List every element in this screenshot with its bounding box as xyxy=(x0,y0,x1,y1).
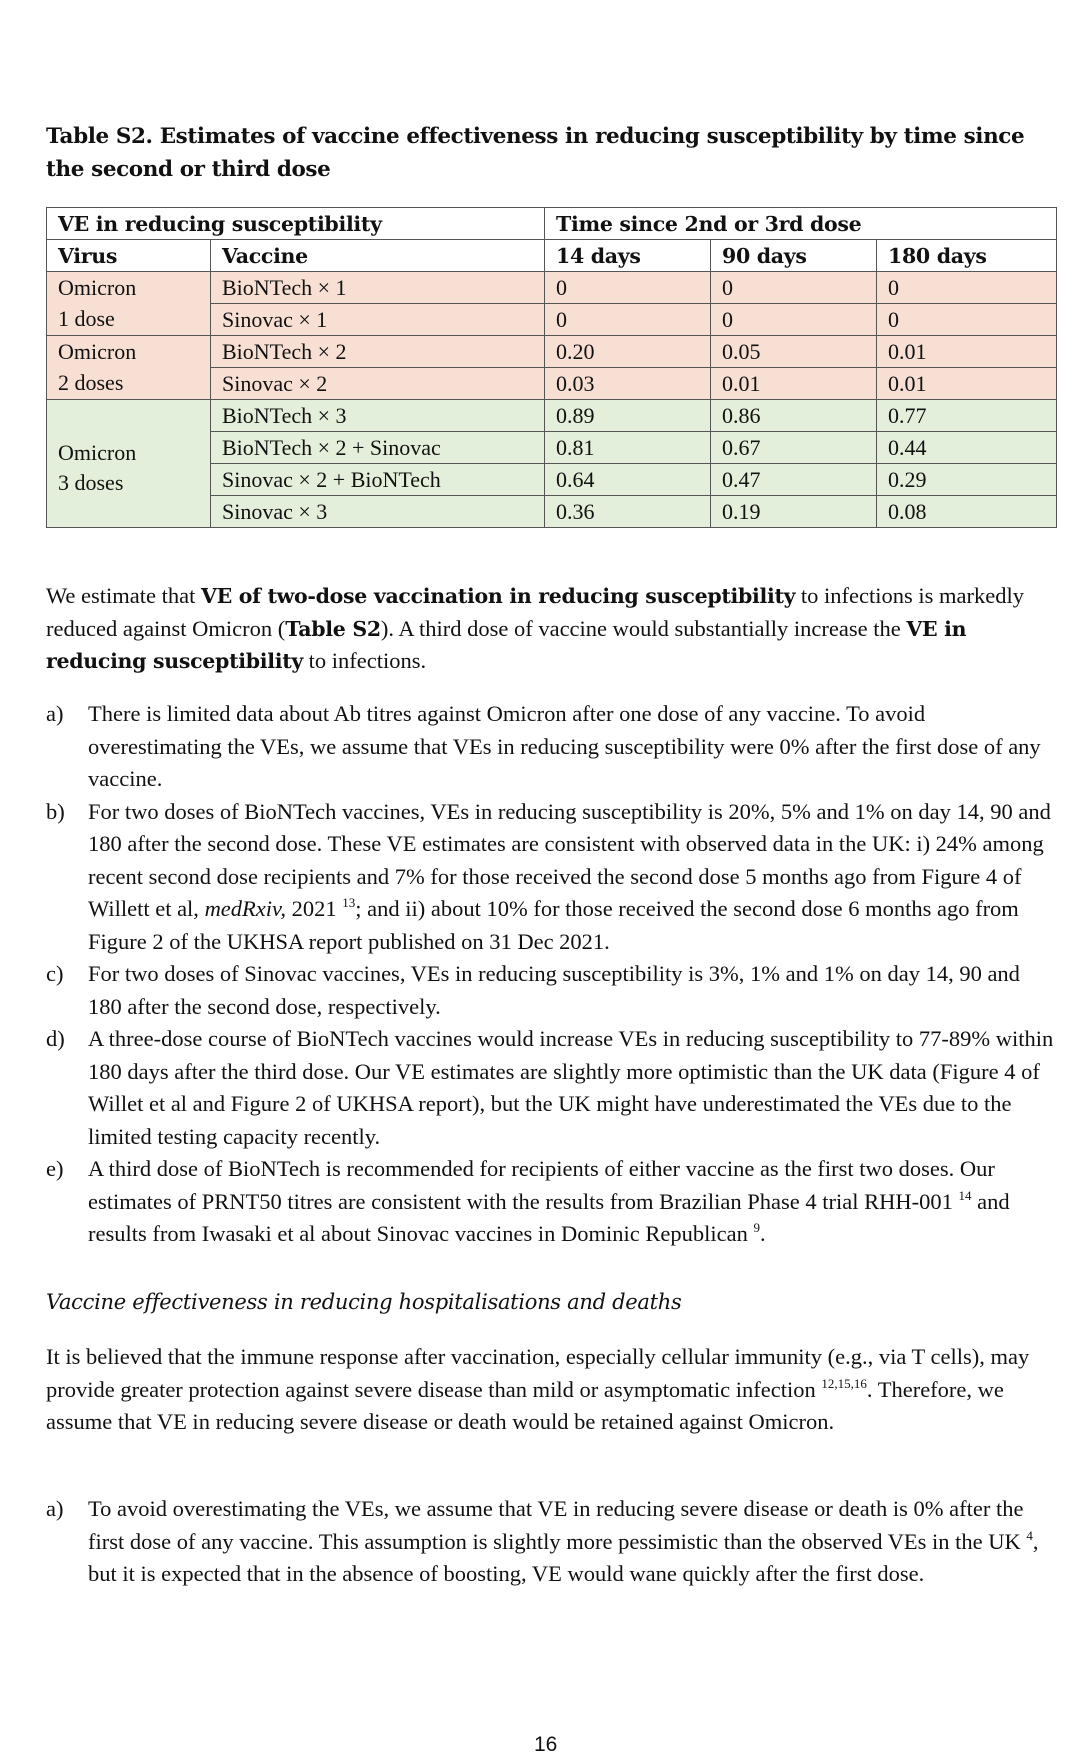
value-cell: 0.01 xyxy=(711,368,877,400)
table-row xyxy=(47,272,1057,304)
value-cell: 0 xyxy=(877,272,1057,304)
list-item xyxy=(46,1493,1056,1591)
list-marker: a) xyxy=(46,1496,64,1521)
value-cell: 0.86 xyxy=(711,400,877,432)
hospitalisation-notes-list xyxy=(46,1493,1056,1591)
list-item xyxy=(46,958,1056,1023)
vaccine-cell: BioNTech × 3 xyxy=(211,400,545,432)
value-cell: 0.64 xyxy=(545,464,711,496)
value-cell: 0 xyxy=(877,304,1057,336)
list-marker: e) xyxy=(46,1156,64,1181)
vaccine-cell: BioNTech × 1 xyxy=(211,272,545,304)
list-text: . xyxy=(759,1221,766,1246)
citation: 4 xyxy=(1026,1527,1033,1543)
table-row xyxy=(47,400,1057,432)
list-text: ; and ii) about 10% for those received the second dose 6 months ago from Figure 2 of the UKHSA report published on 31 Dec 2021. xyxy=(88,896,1019,954)
page-number: 16 xyxy=(534,1733,558,1756)
list-marker: a) xyxy=(46,701,64,726)
text: to infections is markedly reduced against Omicron ( xyxy=(46,583,1024,641)
virus-line-2: 3 doses xyxy=(58,469,124,495)
citation: 12,15,16 xyxy=(821,1375,867,1391)
text: . Therefore, we assume that VE in reducing severe disease or death would be retained against Omicron. xyxy=(46,1376,1004,1434)
list-text: To avoid overestimating the VEs, we assume that VE in reducing severe disease or death is 0% after the first dose of any vaccine. This assumption is slightly more pessimistic than the observed VEs in the UK xyxy=(88,1496,1027,1554)
vaccine-cell: Sinovac × 2 xyxy=(211,368,545,400)
list-item xyxy=(46,796,1056,959)
text: to infections. xyxy=(303,648,427,673)
list-item xyxy=(46,698,1056,796)
paragraph-hospitalisations xyxy=(46,1341,1050,1439)
susceptibility-notes-list xyxy=(46,698,1056,1251)
vaccine-cell: BioNTech × 2 xyxy=(211,336,545,368)
list-marker: d) xyxy=(46,1026,65,1051)
value-cell: 0 xyxy=(545,304,711,336)
table-row xyxy=(47,336,1057,368)
value-cell: 0.89 xyxy=(545,400,711,432)
list-text: A third dose of BioNTech is recommended for recipients of either vaccine as the first two doses. Our estimates of PRNT50 titres are consistent with the results from Brazilian Phase 4 trial RHH-001 xyxy=(88,1156,995,1214)
col-header-virus: Virus xyxy=(47,240,211,272)
vaccine-cell: Sinovac × 1 xyxy=(211,304,545,336)
table-caption: Table S2. Estimates of vaccine effectiveness in reducing susceptibility by time since the second or third dose xyxy=(46,124,1025,182)
header-time-since-dose: Time since 2nd or 3rd dose xyxy=(545,208,1057,240)
vaccine-cell: Sinovac × 3 xyxy=(211,496,545,528)
list-marker: c) xyxy=(46,961,64,986)
list-text: There is limited data about Ab titres against Omicron after one dose of any vaccine. To avoid overestimating the VEs, we assume that VEs in reducing susceptibility were 0% after the first dose of any vaccine. xyxy=(88,701,1041,791)
vaccine-cell: Sinovac × 2 + BioNTech xyxy=(211,464,545,496)
citation: 13 xyxy=(342,895,356,910)
citation: 14 xyxy=(958,1187,972,1203)
col-header-14-days: 14 days xyxy=(545,240,711,272)
list-item xyxy=(46,1153,1056,1251)
list-text: For two doses of Sinovac vaccines, VEs in reducing susceptibility is 3%, 1% and 1% on day 14, 90 and 180 after the second dose, respectively. xyxy=(88,961,1020,1019)
value-cell: 0.03 xyxy=(545,368,711,400)
value-cell: 0 xyxy=(711,272,877,304)
citation: 9 xyxy=(753,1220,760,1235)
bold-text: Table S2 xyxy=(285,616,381,641)
col-header-vaccine: Vaccine xyxy=(211,240,545,272)
virus-cell xyxy=(47,400,211,528)
value-cell: 0.47 xyxy=(711,464,877,496)
bold-text: VE of two-dose vaccination in reducing susceptibility xyxy=(201,584,796,608)
table-row xyxy=(47,304,1057,336)
bold-text: VE in reducing susceptibility xyxy=(46,616,967,673)
text: It is believed that the immune response after vaccination, especially cellular immunity (e.g., via T cells), may provide greater protection against severe disease than mild or asymptomatic infection xyxy=(46,1344,1030,1402)
col-header-90-days: 90 days xyxy=(711,240,877,272)
value-cell: 0.67 xyxy=(711,432,877,464)
list-item xyxy=(46,1023,1056,1153)
text: ). A third dose of vaccine would substantially increase the xyxy=(380,615,907,641)
list-text: A three-dose course of BioNTech vaccines would increase VEs in reducing susceptibility to 77-89% within 180 days after the third dose. Our VE estimates are slightly more optimistic than the UK data (Figure 4 of Willet et al and Figure 2 of UKHSA report), but the UK might have underestimated the VEs due to the limited testing capacity recently. xyxy=(88,1026,1054,1149)
virus-cell: 2 doses xyxy=(47,368,211,400)
value-cell: 0 xyxy=(545,272,711,304)
value-cell: 0.01 xyxy=(877,368,1057,400)
value-cell: 0.19 xyxy=(711,496,877,528)
list-text: For two doses of BioNTech vaccines, VEs in reducing susceptibility is 20%, 5% and 1% on day 14, 90 and 180 after the second dose. These VE estimates are consistent with observed data in the UK: i) 24% among recent second dose recipients and 7% for those received the second dose 5 months ago from Figure 4 of Willett et al, xyxy=(88,798,1051,921)
table-row xyxy=(47,368,1057,400)
value-cell: 0.01 xyxy=(877,336,1057,368)
value-cell: 0.81 xyxy=(545,432,711,464)
paragraph-susceptibility xyxy=(46,580,1050,678)
list-text: 2021 xyxy=(285,896,343,921)
virus-cell: 1 dose xyxy=(47,304,211,336)
value-cell: 0.44 xyxy=(877,432,1057,464)
value-cell: 0.36 xyxy=(545,496,711,528)
virus-cell: Omicron xyxy=(47,336,211,368)
list-text: , but it is expected that in the absence of boosting, VE would wane quickly after the first dose. xyxy=(88,1528,1039,1586)
ve-table xyxy=(46,207,1057,528)
vaccine-cell: BioNTech × 2 + Sinovac xyxy=(211,432,545,464)
value-cell: 0.08 xyxy=(877,496,1057,528)
section-subheading: Vaccine effectiveness in reducing hospitalisations and deaths xyxy=(46,1290,682,1314)
value-cell: 0.05 xyxy=(711,336,877,368)
header-ve-susceptibility: VE in reducing susceptibility xyxy=(47,208,545,240)
col-header-180-days: 180 days xyxy=(877,240,1057,272)
list-text: and results from Iwasaki et al about Sinovac vaccines in Dominic Republican xyxy=(88,1188,1010,1246)
text: We estimate that xyxy=(46,583,202,608)
italic-text: medRxiv, xyxy=(204,896,286,921)
list-marker: b) xyxy=(46,798,65,824)
value-cell: 0.20 xyxy=(545,336,711,368)
value-cell: 0.29 xyxy=(877,464,1057,496)
value-cell: 0 xyxy=(711,304,877,336)
virus-cell: Omicron xyxy=(47,272,211,304)
value-cell: 0.77 xyxy=(877,400,1057,432)
virus-line-1: Omicron xyxy=(58,439,137,465)
